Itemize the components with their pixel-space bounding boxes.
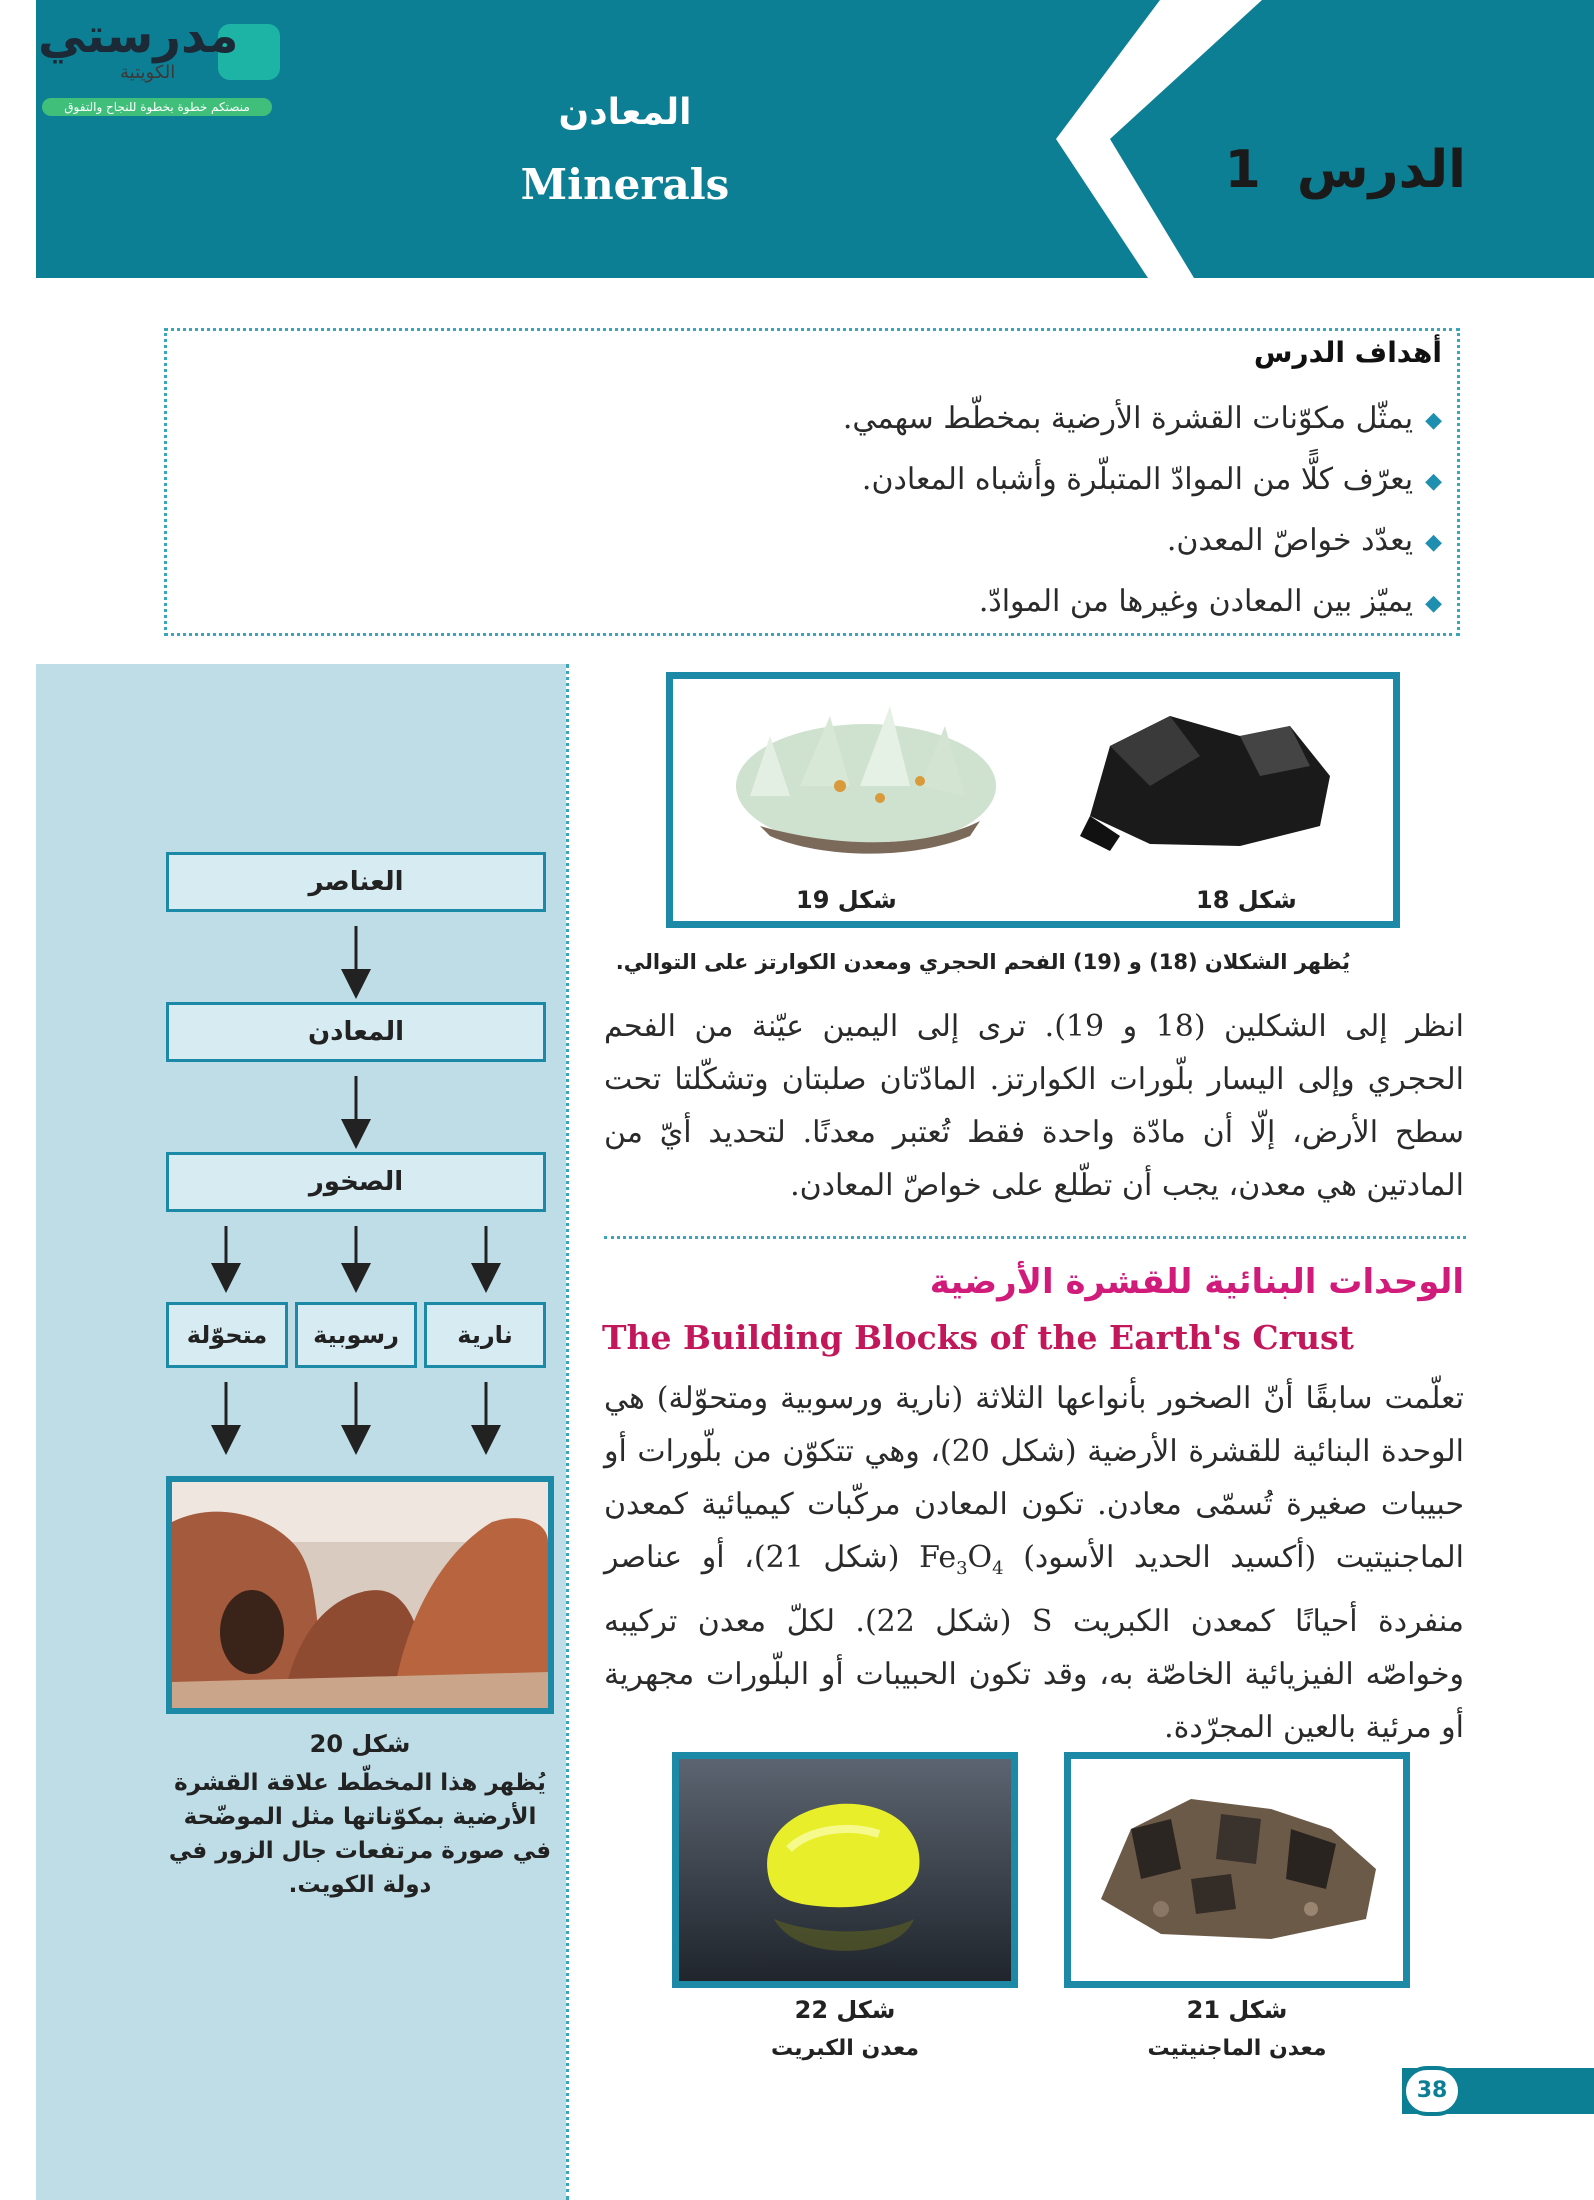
coal-image: [1080, 716, 1330, 851]
fig22-title: شكل 22: [794, 1996, 896, 2024]
flow-box-igneous: نارية: [424, 1302, 546, 1368]
objectives-list: [542, 388, 1442, 632]
objective-item: ◆يمثّل مكوّنات القشرة الأرضية بمخطّط سهمي.: [542, 388, 1442, 449]
fig20-title: شكل 20: [309, 1730, 411, 1758]
fig18-19-caption: يُظهر الشكلان (18) و (19) الفحم الحجري ومعدن الكوارتز على التوالي.: [615, 950, 1350, 974]
fig18-19-images: [680, 686, 1386, 876]
quartz-crystal-image: [736, 706, 996, 854]
logo-name: مدرستي: [38, 8, 239, 64]
flow-box-elements: العناصر: [166, 852, 546, 912]
lesson-title-ar: المعادن: [558, 92, 692, 133]
objective-item: ◆يعرّف كلًّا من الموادّ المتبلّرة وأشباه المعادن.: [542, 449, 1442, 510]
diamond-bullet-icon: ◆: [1425, 407, 1442, 433]
diamond-bullet-icon: ◆: [1425, 529, 1442, 555]
lesson-number: 1: [1224, 140, 1261, 200]
magnetite-photo: [1064, 1752, 1410, 1988]
section-separator: [604, 1236, 1466, 1239]
logo-subtitle: الكويتية: [120, 62, 176, 83]
fig21-subtitle: معدن الماجنيتيت: [1147, 2036, 1327, 2061]
objectives-title: أهداف الدرس: [1253, 336, 1442, 369]
fig22-subtitle: معدن الكبريت: [771, 2036, 919, 2061]
objective-item: ◆يعدّد خواصّ المعدن.: [542, 510, 1442, 571]
sulfur-photo: [672, 1752, 1018, 1988]
flow-box-minerals: المعادن: [166, 1002, 546, 1062]
diamond-bullet-icon: ◆: [1425, 468, 1442, 494]
logo-tagline: منصتكم خطوة بخطوة للنجاح والتفوق: [42, 98, 272, 116]
lesson-label-text: الدرس: [1296, 140, 1466, 200]
fig18-label: شكل 18: [1196, 886, 1297, 914]
flow-box-metamorphic: متحوّلة: [166, 1302, 288, 1368]
page-number: 38: [1402, 2066, 1462, 2116]
lesson-label: [1225, 140, 1466, 200]
diamond-bullet-icon: ◆: [1425, 590, 1442, 616]
building-blocks-paragraph: تعلّمت سابقًا أنّ الصخور بأنواعها الثلاثة (نارية ورسوبية ومتحوّلة) هي الوحدة البنائية للقشرة الأرضية (شكل 20)، وهي تتكوّن من بلّورات أو حبيبات صغيرة تُسمّى معادن. تكون المعادن مركّبات كيميائية كمعدن الماجنيتيت (أكسيد الحديد الأسود) $Fe_3O_4$ (شكل 21)، أو عناصر منفردة أحيانًا كمعدن الكبريت S (شكل 22). لكلّ معدن تركيبه وخواصّه الفيزيائية الخاصّة به، وقد تكون الحبيبات أو البلّورات مجهرية أو مرئية بالعين المجرّدة.: [604, 1381, 1464, 1745]
objective-item: ◆يميّز بين المعادن وغيرها من الموادّ.: [542, 571, 1442, 632]
fig19-label: شكل 19: [796, 886, 897, 914]
flow-box-rocks: الصخور: [166, 1152, 546, 1212]
lesson-title-en: Minerals: [520, 160, 730, 209]
fig20-caption: يُظهر هذا المخطّط علاقة القشرة الأرضية بمكوّناتها مثل الموضّحة في صورة مرتفعات جال الزور في دولة الكويت.: [168, 1770, 552, 1898]
magnetite-formula: $Fe_3O_4$: [919, 1540, 1004, 1579]
intro-paragraph: انظر إلى الشكلين (18 و 19). ترى إلى اليمين عيّنة من الفحم الحجري وإلى اليسار بلّورات الكوارتز. المادّتان صلبتان وتشكّلتا تحت سطح الأرض، إلّا أن مادّة واحدة فقط تُعتبر معدنًا. لتحديد أيّ من المادتين هي معدن، يجب أن تطّلع على خواصّ المعادن.: [604, 1009, 1465, 1203]
rock-formation-photo: [166, 1476, 554, 1714]
section-heading-ar: الوحدات البنائية للقشرة الأرضية: [929, 1262, 1464, 1302]
sidebar-divider: [566, 664, 569, 2200]
flow-arrows: [36, 664, 566, 1464]
flow-box-sedimentary: رسوبية: [295, 1302, 417, 1368]
fig21-title: شكل 21: [1186, 1996, 1288, 2024]
section-heading-en: The Building Blocks of the Earth's Crust: [602, 1318, 1354, 1357]
